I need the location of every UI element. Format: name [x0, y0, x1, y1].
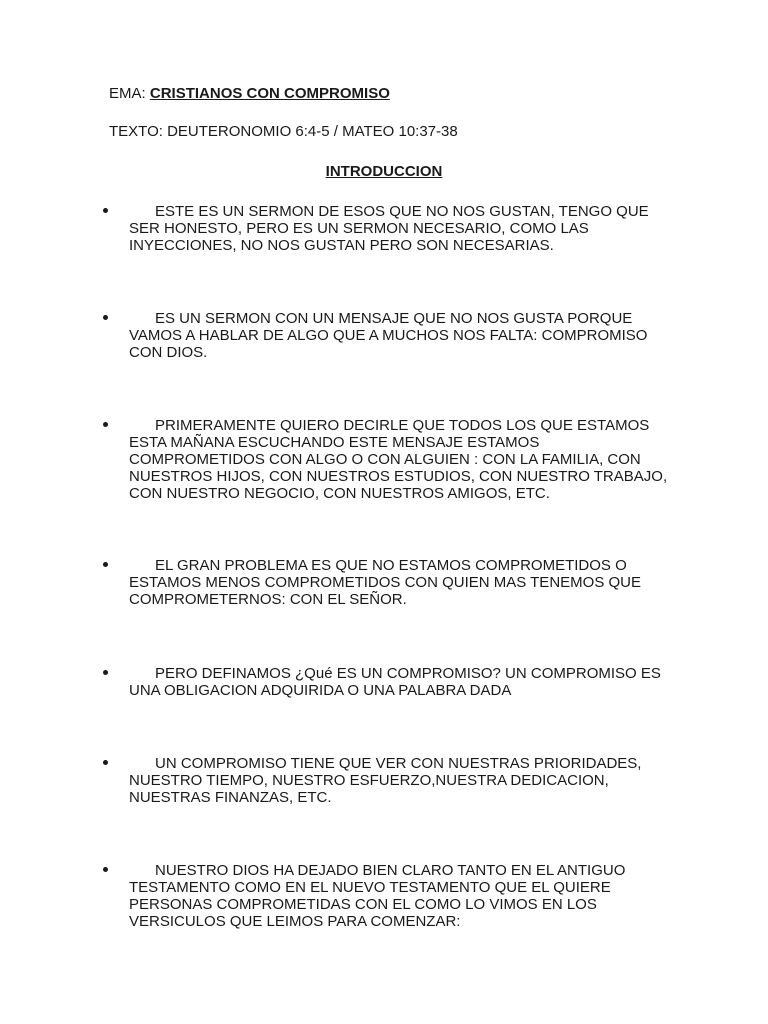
bullet-dot-icon: [103, 760, 108, 765]
bullet-dot-icon: [103, 422, 108, 427]
bullet-dot-icon: [103, 867, 108, 872]
bullet-dot-icon: [103, 315, 108, 320]
list-item-text: PERO DEFINAMOS ¿Qué ES UN COMPROMISO? UN COMPROMISO ES UNA OBLIGACION ADQUIRIDA O UNA PALABRA DADA: [129, 665, 661, 699]
theme-title: CRISTIANOS CON COMPROMISO: [149, 85, 390, 102]
list-item-text: EL GRAN PROBLEMA ES QUE NO ESTAMOS COMPROMETIDOS O ESTAMOS MENOS COMPROMETIDOS CON QUIEN MAS TENEMOS QUE COMPROMETERNOS: CON EL SEÑOR.: [129, 557, 641, 608]
bullet-dot-icon: [103, 670, 108, 675]
scripture-reference: TEXTO: DEUTERONOMIO 6:4-5 / MATEO 10:37-38: [109, 123, 458, 140]
bullet-dot-icon: [103, 208, 108, 213]
list-item-text: NUESTRO DIOS HA DEJADO BIEN CLARO TANTO EN EL ANTIGUO TESTAMENTO COMO EN EL NUEVO TESTAMENTO QUE EL QUIERE PERSONAS COMPROMETIDAS CON EL COMO LO VIMOS EN LOS VERSICULOS QUE LEIMOS PARA COMENZAR:: [129, 862, 626, 930]
list-item-text: UN COMPROMISO TIENE QUE VER CON NUESTRAS PRIORIDADES, NUESTRO TIEMPO, NUESTRO ESFUERZO,NUESTRA DEDICACION, NUESTRAS FINANZAS, ETC.: [129, 755, 642, 806]
bullet-dot-icon: [103, 562, 108, 567]
theme-label: EMA:: [109, 85, 146, 102]
list-item-text: PRIMERAMENTE QUIERO DECIRLE QUE TODOS LOS QUE ESTAMOS ESTA MAÑANA ESCUCHANDO ESTE MENSAJE ESTAMOS COMPROMETIDOS CON ALGO O CON ALGUIEN : CON LA FAMILIA, CON NUESTROS HIJOS, CON NUESTROS ESTUDIOS, CON NUESTRO TRABAJO, CON NUESTRO NEGOCIO, CON NUESTROS AMIGOS, ETC.: [129, 417, 668, 502]
list-item-text: ESTE ES UN SERMON DE ESOS QUE NO NOS GUSTAN, TENGO QUE SER HONESTO, PERO ES UN SERMON NECESARIO, COMO LAS INYECCIONES, NO NOS GUSTAN PERO SON NECESARIAS.: [129, 203, 649, 254]
section-heading: INTRODUCCION: [325, 163, 443, 180]
list-item-text: ES UN SERMON CON UN MENSAJE QUE NO NOS GUSTA PORQUE VAMOS A HABLAR DE ALGO QUE A MUCHOS NOS FALTA: COMPROMISO CON DIOS.: [129, 310, 648, 361]
